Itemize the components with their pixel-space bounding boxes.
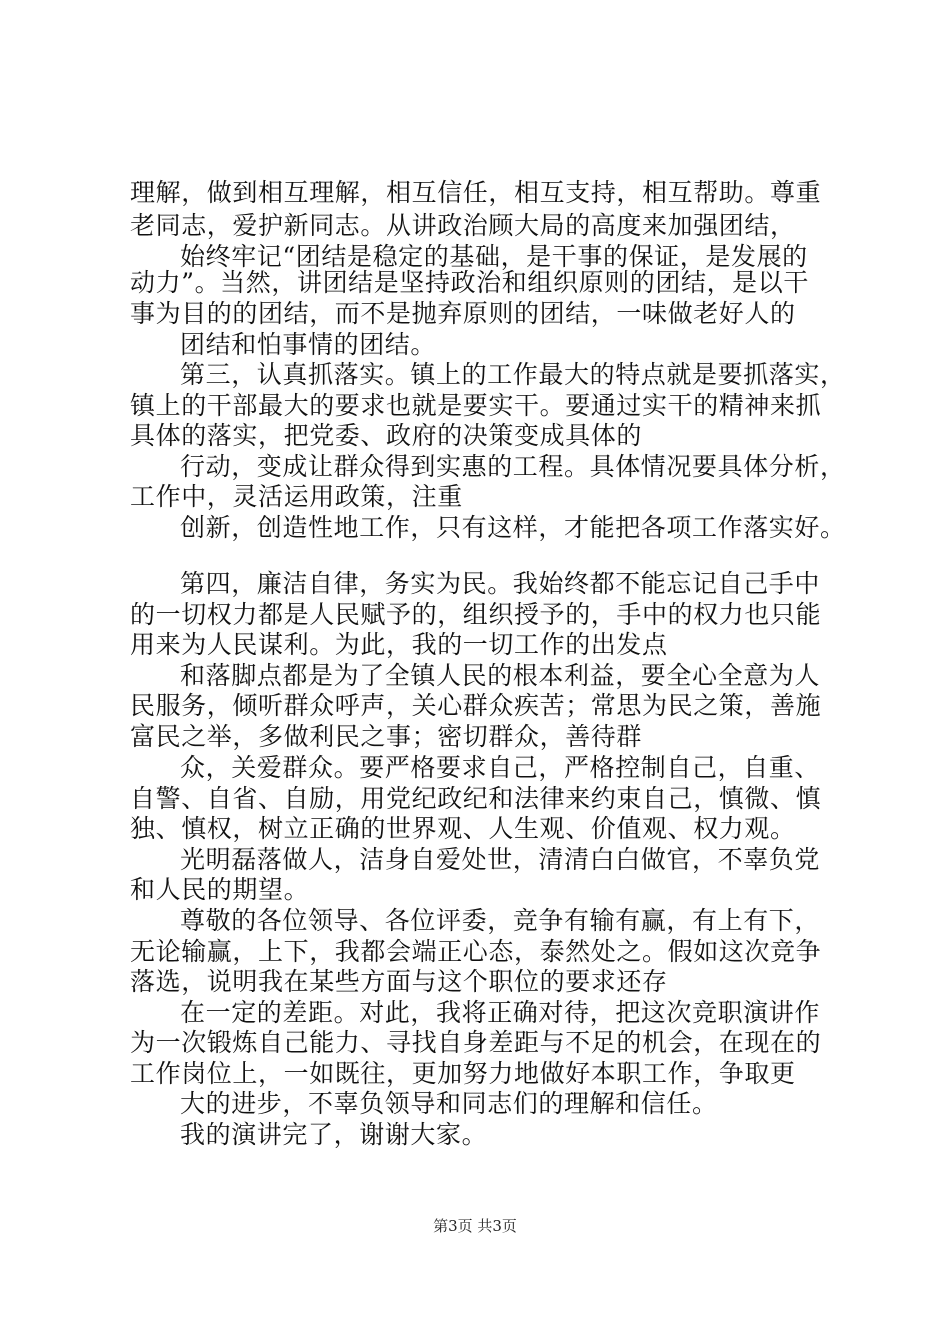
text-line: 理解，做到相互理解，相互信任，相互支持，相互帮助。尊重	[130, 178, 822, 207]
text-line: 为一次锻炼自己能力、寻找自身差距与不足的机会，在现在的	[130, 1028, 822, 1057]
page-footer: 第3页 共3页	[433, 1217, 517, 1235]
text-line: 老同志，爱护新同志。从讲政治顾大局的高度来加强团结，	[130, 211, 796, 240]
text-line: 独、慎权，树立正确的世界观、人生观、价值观、权力观。	[130, 814, 796, 843]
text-line: 我的演讲完了，谢谢大家。	[180, 1120, 488, 1149]
text-line: 镇上的干部最大的要求也就是要实干。要通过实干的精神来抓	[130, 391, 822, 420]
text-line: 具体的落实，把党委、政府的决策变成具体的	[130, 421, 643, 450]
text-line: 和人民的期望。	[130, 875, 310, 904]
text-line: 和落脚点都是为了全镇人民的根本利益，要全心全意为人	[180, 661, 821, 690]
text-line: 在一定的差距。对此，我将正确对待，把这次竞职演讲作	[180, 998, 821, 1027]
text-line: 始终牢记“团结是稳定的基础，是干事的保证，是发展的	[180, 242, 808, 271]
text-line: 众，关爱群众。要严格要求自己，严格控制自己，自重、	[180, 753, 821, 782]
text-line: 工作岗位上，一如既往，更加努力地做好本职工作，争取更	[130, 1059, 796, 1088]
text-line: 动力”。当然，讲团结是坚持政治和组织原则的团结，是以干	[130, 268, 809, 297]
text-line: 的一切权力都是人民赋予的，组织授予的，手中的权力也只能	[130, 600, 822, 629]
text-line: 富民之举，多做利民之事；密切群众，善待群	[130, 722, 643, 751]
text-line: 第三，认真抓落实。镇上的工作最大的特点就是要抓落实，	[180, 360, 846, 389]
text-line: 事为目的的团结，而不是抛弃原则的团结，一味做老好人的	[130, 299, 796, 328]
text-line: 大的进步，不辜负领导和同志们的理解和信任。	[180, 1089, 718, 1118]
text-line: 工作中，灵活运用政策，注重	[130, 482, 463, 511]
text-line: 用来为人民谋利。为此，我的一切工作的出发点	[130, 630, 668, 659]
text-line: 第四，廉洁自律，务实为民。我始终都不能忘记自己手中	[180, 569, 821, 598]
text-line: 自警、自省、自励，用党纪政纪和法律来约束自己，慎微、慎	[130, 784, 822, 813]
text-line: 尊敬的各位领导、各位评委，竞争有输有赢，有上有下，	[180, 906, 821, 935]
text-line: 创新，创造性地工作，只有这样，才能把各项工作落实好。	[180, 513, 846, 542]
text-line: 光明磊落做人，洁身自爱处世，清清白白做官，不辜负党	[180, 845, 821, 874]
text-line: 民服务，倾听群众呼声，关心群众疾苦；常思为民之策，善施	[130, 691, 822, 720]
text-line: 团结和怕事情的团结。	[180, 330, 437, 359]
text-line: 落选，说明我在某些方面与这个职位的要求还存	[130, 967, 668, 996]
text-line: 行动，变成让群众得到实惠的工程。具体情况要具体分析，	[180, 452, 846, 481]
text-line: 无论输赢，上下，我都会端正心态，泰然处之。假如这次竞争	[130, 937, 822, 966]
